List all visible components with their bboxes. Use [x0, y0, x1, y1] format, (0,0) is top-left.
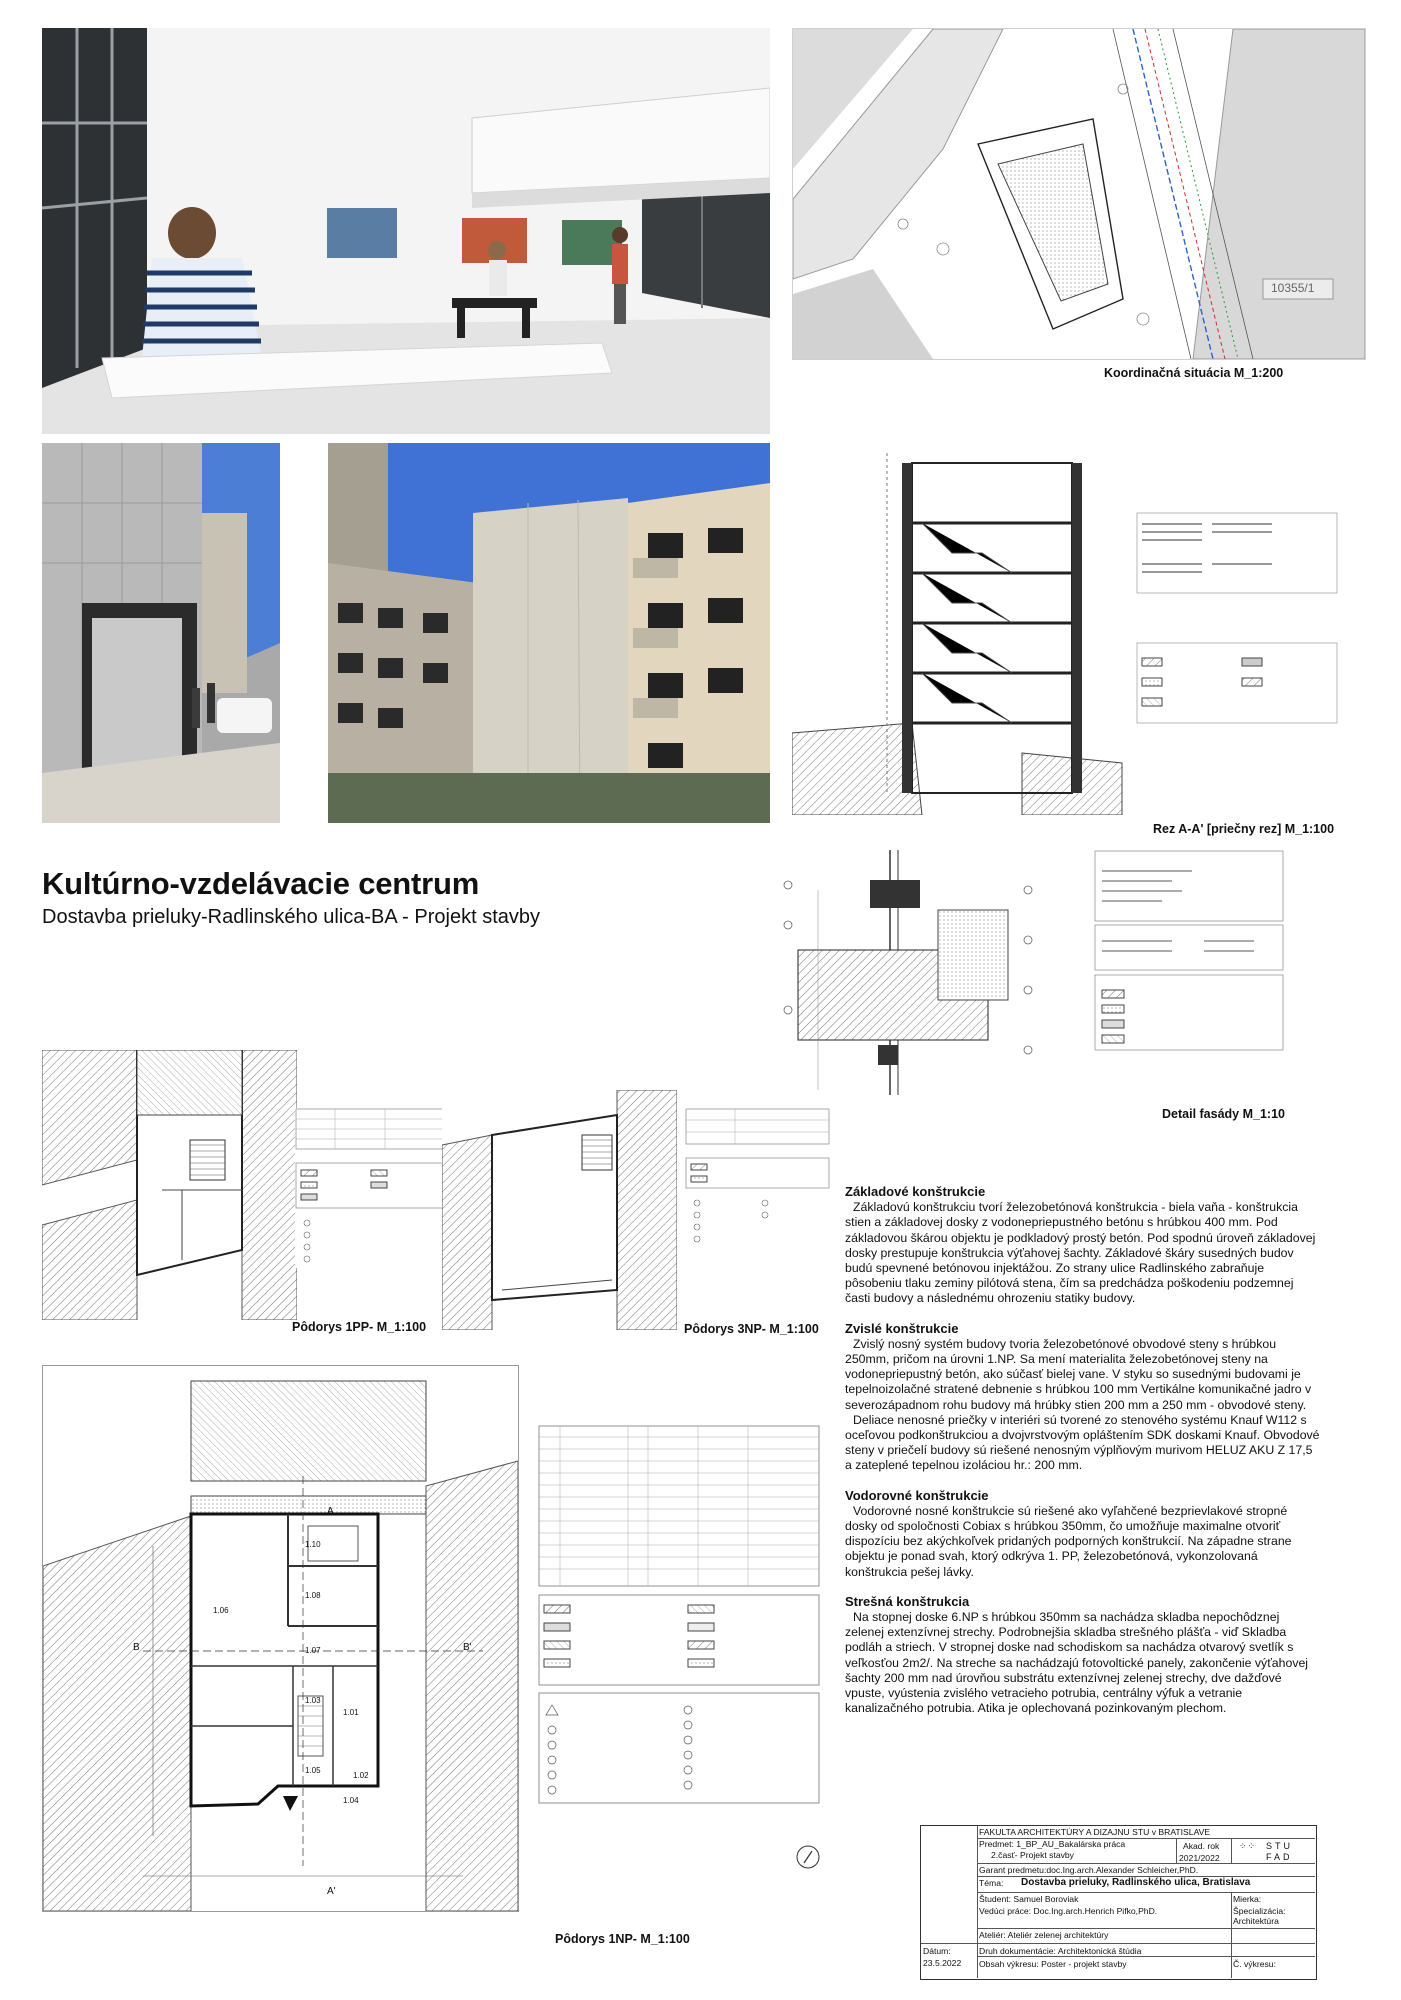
- section-mark: B: [133, 1642, 140, 1653]
- section-heading: Vodorovné konštrukcie: [845, 1487, 989, 1503]
- tb-year-label: Akad. rok: [1183, 1841, 1220, 1851]
- caption-coordination: Koordinačná situácia M_1:200: [1104, 366, 1284, 380]
- tb-theme: Dostavba prieluky, Radlinského ulica, Bratislava: [1021, 1877, 1251, 1888]
- room-label: 1.10: [305, 1540, 321, 1549]
- north-arrow-icon: [794, 1843, 822, 1871]
- caption-plan-3np: Pôdorys 3NP- M_1:100: [684, 1322, 819, 1336]
- room-label: 1.01: [343, 1708, 359, 1717]
- plan-1np-drawing: [42, 1365, 519, 1912]
- section-roof: [845, 1594, 1320, 1717]
- tb-drawing-no: Č. výkresu:: [1233, 1959, 1276, 1969]
- plan-1np-legend: [538, 1425, 820, 1805]
- page-title: Kultúrno-vzdelávacie centrum: [42, 866, 480, 901]
- tb-date: 23.5.2022: [923, 1958, 962, 1968]
- street-photo-left: [42, 443, 280, 823]
- section-heading: Zvislé konštrukcie: [845, 1320, 959, 1336]
- plan-3np-drawing: [442, 1090, 677, 1330]
- technical-description: [845, 1184, 1320, 1731]
- tb-subject2: 2.časť- Projekt stavby: [991, 1850, 1074, 1860]
- section-text-2: Deliace nenosné priečky v interiéri sú tvorené zo stenového systému Knauf W112 s oceľovou podkonštrukciou a dvojvrstvovým opláštením SDK doskami Knauf. Obvodové steny v priečelí budovy sú riešené nenosným výplňovým murivom HELUZ AKU Z 17,5 a zateplené tepelnou izoláciou hr.: 200 mm.: [845, 1412, 1320, 1473]
- section-text: Vodorovné nosné konštrukcie sú riešené ako vyľahčené bezprievlakové stropné dosky od spoločnosti Cobiax s hrúbkou 350mm, čo umožňuje maximalne otvoriť dispozíciu bez akýchkoľvek pridaných podporných konštrukcií. Na západne strane objektu je ponad svah, ktorý odkrýva 1. PP, železobetónová, vykonzolovaná konštrukcia pešej lávky.: [845, 1503, 1292, 1579]
- facade-legend: [1094, 850, 1284, 1052]
- section-vertical: [845, 1321, 1320, 1474]
- tb-student: Študent: Samuel Boroviak: [979, 1894, 1079, 1904]
- tb-year: 2021/2022: [1179, 1853, 1220, 1863]
- tb-scale-label: Mierka:: [1233, 1894, 1262, 1904]
- tb-content: Obsah výkresu: Poster - projekt stavby: [979, 1959, 1127, 1969]
- tb-logo-line1: STU: [1266, 1841, 1293, 1851]
- room-label: 1.03: [305, 1696, 321, 1705]
- coordination-plan-drawing: [792, 28, 1366, 360]
- section-text: Základovú konštrukciu tvorí železobetónová konštrukcia - biela vaňa - konštrukcia stien a základovej dosky z vodonepriepustného betónu s hrúbkou 400 mm. Pod základovou škárou objektu je podkladový prostý betón. Pod spodnú úroveň základovej dosky prestupuje konštrukcia výťahovej šachty. Základové škáry susedných budov budú spevnené betónovou injektážou. Zo strany ulice Radlinského zabraňuje pôsobeniu tlaku zeminy pilótová stena, čím sa predchádza poškodeniu podzemnej časti budovy a následnému ohrozeniu statiky budovy.: [845, 1200, 1316, 1306]
- section-foundations: [845, 1184, 1320, 1307]
- section-text: Na stopnej doske 6.NP s hrúbkou 350mm sa nachádza skladba nepochôdznej zelenej extenzívnej strechy. Podrobnejšia skladba strešného plášťa - viď Skladba podláh a striech. V stropnej doske nad schodiskom sa nachádza otvarový svetlík s veľkosťou 2m2/. Na streche sa nachádzajú fotovoltické panely, zakončenie výťahovej šachty 200 mm nad úrovňou substrátu extenzívnej zelenej strechy, dve dažďové vpuste, vyústenia zvislého vetracieho potrubia, centrálny výfuk a vetranie kanalizačného potrubia. Atika je oplechovaná pozinkovaným plechom.: [845, 1610, 1309, 1716]
- page-subtitle: Dostavba prieluky-Radlinského ulica-BA - Projekt stavby: [42, 906, 540, 928]
- room-label: 1.08: [305, 1591, 321, 1600]
- section-heading: Strešná konštrukcia: [845, 1593, 970, 1609]
- tb-doc-type: Druh dokumentácie: Architektonická štúdia: [979, 1946, 1142, 1956]
- tb-theme-label: Téma:: [979, 1878, 1004, 1888]
- section-drawing: [792, 443, 1364, 815]
- parcel-number: 10355/1: [1271, 281, 1315, 295]
- caption-section: Rez A-A' [priečny rez] M_1:100: [1153, 822, 1335, 836]
- room-label: 1.07: [305, 1646, 321, 1655]
- tb-guarantor: Garant predmetu:doc.Ing.arch.Alexander Schleicher,PhD.: [979, 1865, 1199, 1875]
- caption-plan-1pp: Pôdorys 1PP- M_1:100: [292, 1320, 427, 1334]
- section-mark: A: [327, 1506, 334, 1517]
- tb-studio: Ateliér: Ateliér zelenej architektúry: [979, 1930, 1109, 1940]
- plan-3np-legend: [685, 1108, 830, 1268]
- section-heading: Základové konštrukcie: [845, 1184, 986, 1199]
- section-mark: A': [327, 1886, 336, 1897]
- facade-detail-drawing: [778, 850, 1138, 1095]
- plan-1pp-legend: [295, 1108, 445, 1268]
- section-text: Zvislý nosný systém budovy tvoria železobetónové obvodové steny s hrúbkou 250mm, pričom na úrovni 1.NP. Sa mení materialita železobetónovej steny na vodonepriepustný betón, ako súčasť bielej vane. V styku so susednými budovami je tepelnoizolačné stratené debnenie s hrúbkou 100 mm Vertikálne komunikačné jadro v severozápadnom rohu budovy má hrúbky stien 200 mm a 250 mm - obvodové steny.: [845, 1336, 1312, 1412]
- tb-subject: Predmet: 1_BP_AU_Bakalárska práca: [979, 1839, 1126, 1849]
- title-block: [920, 1825, 1317, 1980]
- caption-plan-1np: Pôdorys 1NP- M_1:100: [555, 1932, 690, 1946]
- room-label: 1.06: [213, 1606, 229, 1615]
- tb-school: FAKULTA ARCHITEKTÚRY A DIZAJNU STU v BRATISLAVE: [979, 1827, 1211, 1837]
- building-photo: [328, 443, 770, 823]
- plan-1pp-drawing: [42, 1050, 297, 1320]
- room-label: 1.04: [343, 1796, 359, 1805]
- section-horizontal: [845, 1488, 1320, 1580]
- tb-spec: Architektúra: [1233, 1916, 1279, 1926]
- gallery-render: [42, 28, 770, 434]
- room-label: 1.02: [353, 1771, 369, 1780]
- section-mark: B': [463, 1642, 472, 1653]
- caption-facade-detail: Detail fasády M_1:10: [1162, 1107, 1285, 1121]
- tb-date-label: Dátum:: [923, 1946, 951, 1956]
- room-label: 1.05: [305, 1766, 321, 1775]
- tb-logo-dots-icon: ⁘⁘: [1239, 1841, 1257, 1851]
- tb-spec-label: Špecializácia:: [1233, 1906, 1286, 1916]
- tb-logo-line2: FAD: [1266, 1852, 1293, 1862]
- tb-supervisor: Vedúci práce: Doc.Ing.arch.Henrich Pifko,PhD.: [979, 1906, 1158, 1916]
